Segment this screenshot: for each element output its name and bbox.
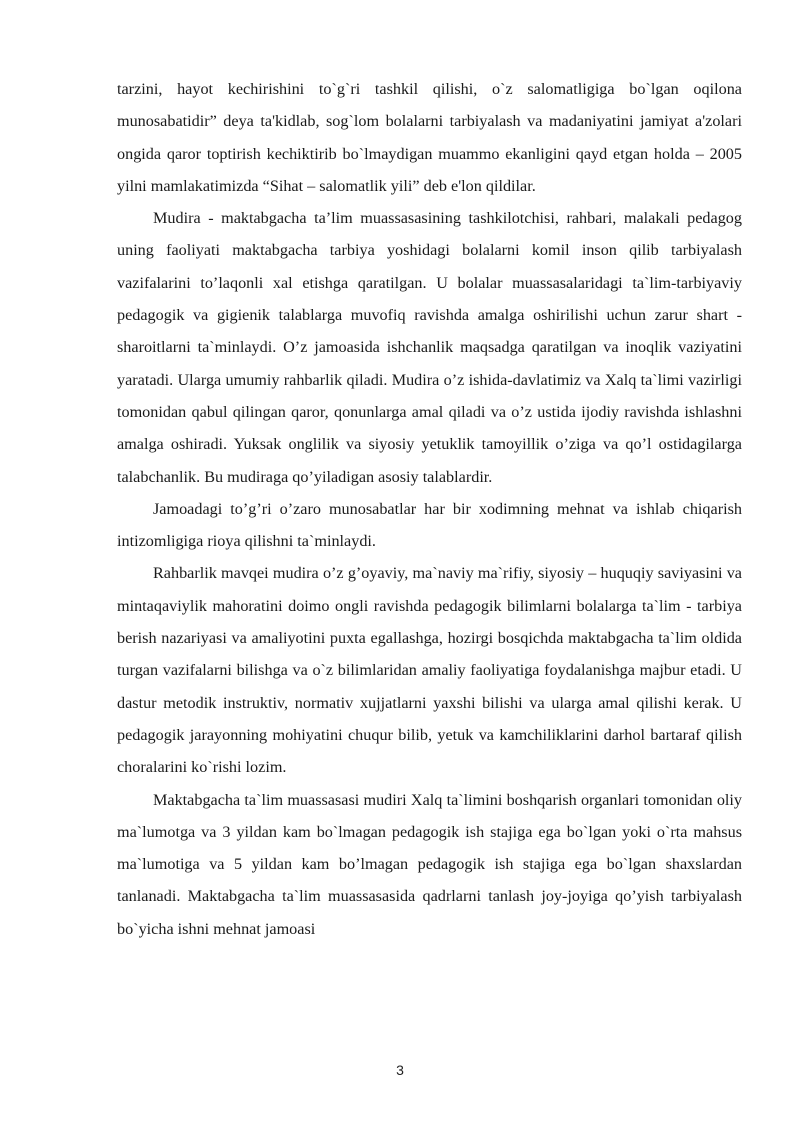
paragraph-team-relations: Jamoadagi to’g’ri o’zaro munosabatlar har bir xodimning mehnat va ishlab chiqarish intizomligiga rioya qilishni ta`minlaydi. [117,499,742,551]
paragraph-continuation: tarzini, hayot kechirishini to`g`ri tashkil qilishi, o`z salomatligiga bo`lgan oqilona munosabatidir” deya ta'kidlab, sog`lom bolalarni tarbiyalash va madaniyatini jamiyat a'zolari ongida qaror toptirish kechiktirib bo`lmaydigan muammo ekanligini qayd etgan holda – 2005 yilni mamlakatimizda “Sihat – salomatlik yili” deb e'lon qildilar. [117,80,742,195]
paragraph-mudira-role: Mudira - maktabgacha ta’lim muassasasining tashkilotchisi, rahbari, malakali pedagog uning faoliyati maktabgacha tarbiya yoshidagi bolalarni komil inson qilib tarbiyalash vazifalarini to’laqonli xal etishga qaratilgan. U bolalar muassasalaridagi ta`lim-tarbiyaviy pedagogik va gigienik talablarga muvofiq ravishda amalga oshirilishi uchun zarur shart -sharoitlarni ta`minlaydi. O’z jamoasida ishchanlik maqsadga qaratilgan va inoqlik vaziyatini yaratadi. Ularga umumiy rahbarlik qiladi. Mudira o’z ishida-davlatimiz va Xalq ta`limi vazirligi tomonidan qabul qilingan qaror, qonunlarga amal qiladi va o’z ustida ijodiy ravishda ishlashni amalga oshiradi. Yuksak onglilik va siyosiy yetuklik tamoyillik o’ziga va qo’l ostidagilarga talabchanlik. Bu mudiraga qo’yiladigan asosiy talablardir. [117,209,742,486]
page-number: 3 [396,1062,404,1078]
paragraph-selection: Maktabgacha ta`lim muassasasi mudiri Xalq ta`limini boshqarish organlari tomonidan oliy ma`lumotga va 3 yildan kam bo`lmagan pedagogik ish stajiga ega bo`lgan yoki o`rta mahsus ma`lumotiga va 5 yildan kam bo’lmagan pedagogik ish stajiga ega bo`lgan shaxslardan tanlanadi. Maktabgacha ta`lim muassasasida qadrlarni tanlash joy-joyiga qo’yish tarbiyalash bo`yicha ishni mehnat jamoasi [117,790,742,938]
body-text [117,73,742,945]
paragraph-leadership: Rahbarlik mavqei mudira o’z g’oyaviy, ma`naviy ma`rifiy, siyosiy – huquqiy saviyasini va mintaqaviylik mahoratini doimo ongli ravishda pedagogik bilimlarni bolalarga ta`lim - tarbiya berish nazariyasi va amaliyotini puxta egallashga, hozirgi bosqichda maktabgacha ta`lim oldida turgan vazifalarni bilishga va o`z bilimlaridan amaliy faoliyatiga foydalanishga majbur etadi. U dastur metodik instruktiv, normativ xujjatlarni yaxshi bilishi va ularga amal qilishi kerak. U pedagogik jarayonning mohiyatini chuqur bilib, yetuk va kamchiliklarini darhol bartaraf qilish choralarini ko`rishi lozim. [117,564,742,777]
